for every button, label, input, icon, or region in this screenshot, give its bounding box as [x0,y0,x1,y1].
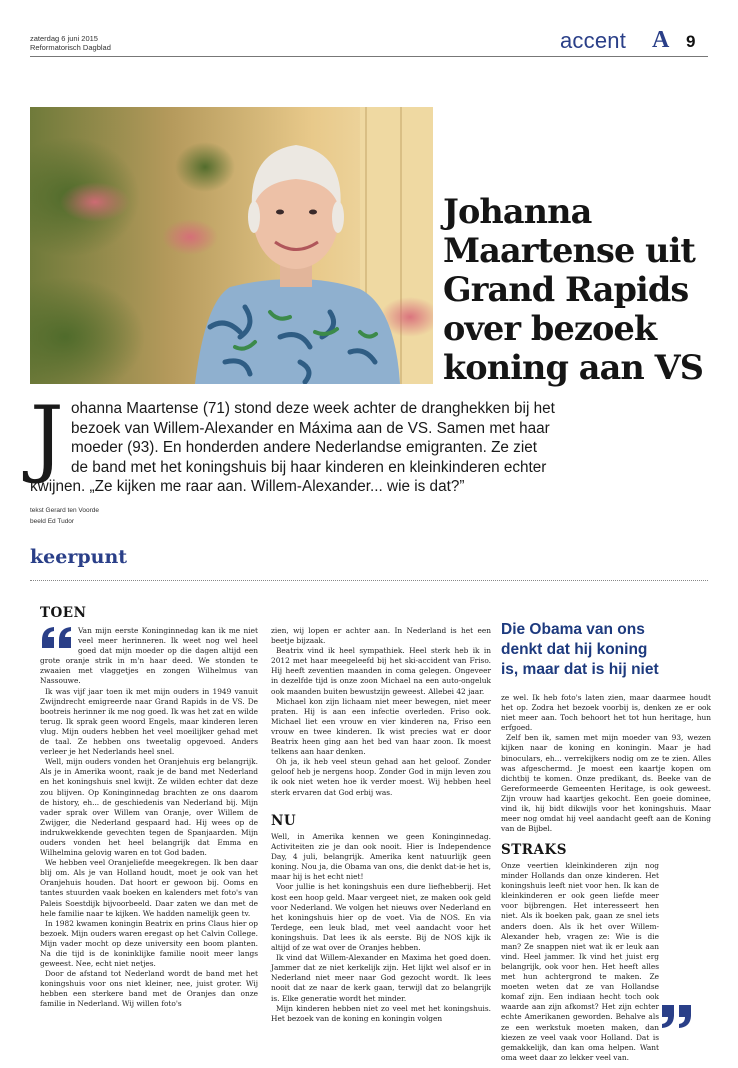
headline-line: Johanna [443,192,592,231]
body-paragraph: Ik was vijf jaar toen ik met mijn ouders in 1949 vanuit Zwijndrecht emigreerde naar Grand Rapids in de VS. De bootreis herinner ik me nog goed. Ik was het zat en wilde terug. Ik sprak geen woord Engels, maar kinderen leren vlug. Mijn ouders hebben het veel moeilijker gehad met de taal. Ze hebben ons tweetalig opgevoed. Anders verleer je het Nederlands heel snel. [40,686,258,757]
subheading-straks: STRAKS [501,842,567,858]
text-credit: tekst Gerard ten Voorde [30,507,100,514]
pull-quote [501,620,711,680]
page-number: 9 [686,32,696,51]
portrait-illustration [30,107,433,384]
section-kicker: keerpunt [30,546,128,568]
body-paragraph: Mijn kinderen hebben niet zo veel met het koningshuis. Het bezoek van de koning en koningin volgen [271,1003,491,1023]
pull-quote-line: is, maar dat is hij niet [501,661,659,678]
masthead-info [30,34,111,52]
pull-quote-line: Die Obama van ons [501,621,645,638]
lead-paragraph [30,399,710,497]
lead-line: ohanna Maartense (71) stond deze week achter de dranghekken bij het [71,400,555,417]
column-right [501,693,711,834]
lead-line: moeder (93). En honderden andere Nederlandse emigranten. Ze ziet [71,439,537,457]
body-paragraph: Voor jullie is het koningshuis een dure liefhebberij. Het kost een hoop geld. Maar vergeet niet, ze maken ook geld voor Nederland. We volgen het nieuws over Nederland en het koningshuis hier op de voet. Via de NOS. En via Terdege, een leuk blad, met veel aandacht voor het koningshuis. Dat lees ik als eerste. Bij de NOS kijk ik altijd of ze wat over de Oranjes hebben. [271,882,491,953]
portrait-photo [30,107,433,384]
body-paragraph: Ik vind dat Willem-Alexander en Maxima het goed doen. Jammer dat ze niet kerkelijk zijn. Het lijkt wel alsof er in Nederland niet meer naar God gezocht wordt. Ik lees nooit dat ze naar de kerk gaan, terwijl dat zo belangrijk is. Elke generatie wordt het minder. [271,953,491,1003]
credits [30,505,99,527]
body-paragraph: Well, in Amerika kennen we geen Koninginnedag. Activiteiten zie je dan ook nooit. Hier is Independence Day, 4 juli, belangrijk. Amerika kent natuurlijk geen koning. Nou ja, die Obama van ons, die denkt dat-ie het is, maar hij is het echt niet! [271,832,491,882]
lead-line: de band met het koningshuis bij haar kinderen en kleinkinderen echter [71,458,547,476]
body-paragraph: Van mijn eerste Koninginnedag kan ik me niet veel meer herinneren. Ik weet nog wel heel goed dat mijn moeder op die dagen altijd een grote oranje strik in m'n haar deed. We stonden te zwaaien met vlaggetjes en zongen Wilhelmus van Nassouwe. [40,626,258,686]
column-middle [271,626,491,798]
lead-line: bezoek van Willem-Alexander en Máxima aan de VS. Samen met haar [71,419,550,437]
lead-line: kwijnen. „Ze kijken me raar aan. Willem-Alexander... wie is dat?” [30,478,465,496]
dotted-divider [30,580,708,581]
pull-quote-line: denkt dat hij koning [501,641,648,658]
column-nu [271,832,491,1024]
column-straks [501,861,659,1063]
body-paragraph: Michael kon zijn lichaam niet meer bewegen, niet meer praten. Hij is aan een infectie overleden. Friso ook. Michael liet een vrouw en vier kinderen na, Friso een vrouw en twee kinderen. Ik wist precies wat er door Beatrix heen ging aan het bed van haar zoon. Ik moest telkens aan haar denken. [271,696,491,757]
body-paragraph: We hebben veel Oranjeliefde meegekregen. Ik ben daar blij om. Als je van Holland houdt, moet je ook van het Oranjehuis houden. Dat hoort er gewoon bij. Ooms en tantes stuurden vaak boeken en kalenders met foto's van Paleis Soestdijk bijvoorbeeld. Daar zaten we dan met de hele familie naar te kijken. We hadden namelijk geen tv. [40,858,258,918]
issue-date: zaterdag 6 juni 2015 [30,34,98,43]
header-rule [30,56,708,57]
section-logo: A [652,27,670,53]
headline-line: Maartense uit [443,231,695,270]
body-paragraph: In 1982 kwamen koningin Beatrix en prins Claus hier op bezoek. Mijn ouders waren eregast op het Calvin College. Mijn vader mocht op deze university een boom planten. Na die tijd is de koninklijke familie nooit meer langs geweest. Nee, echt niet netjes. [40,918,258,969]
quote-icon [40,626,78,648]
headline-line: over bezoek [443,309,657,348]
body-paragraph: ze wel. Ik heb foto's laten zien, maar daarmee houdt het op. Zodra het bezoek voorbij is, denken ze er ook niet meer aan. Toch behoort het tot hun heritage, hun erfgoed. [501,693,711,733]
body-paragraph: Well, mijn ouders vonden het Oranjehuis erg belangrijk. Als je in Amerika woont, raak je de band met Nederland en het koningshuis snel kwijt. Ze wilden echter dat deze zou blijven. Op Koninginnedag brachten ze ons daarom de history, eh... de geschiedenis van Nederland bij. Mijn vader sprak over Willem van Oranje, over Willem de Zwijger, die Nederland gespaard had. Hij wees op de indrukwekkende gevechten tegen de Spanjaarden. Mijn ouders vonden het heel belangrijk dat Emma en Wilhelmina gelovig waren en tot God baden. [40,757,258,858]
body-paragraph: Oh ja, ik heb veel steun gehad aan het geloof. Zonder geloof heb je nergens hoop. Zonder God in mijn leven zou ik ook niet weten hoe ik verder moest. Wij hebben heel sterk ervaren dat God erbij was. [271,757,491,797]
headline-line: Grand Rapids [443,270,689,309]
lead-dropcap: J [30,388,64,486]
body-paragraph: Zelf ben ik, samen met mijn moeder van 93, wezen kijken naar de koning en koningin. Maar je had binoculars, eh... verrekijkers nodig om ze te zien. Alles was afgeschermd. Je moest een kaartje kopen om dichtbij te komen. Onze predikant, ds. Beeke van de Gereformeerde Gemeenten Heritage, is ook geweest. Zijn vrouw had kaartjes gekocht. Een goeie dominee, vind ik, hij bidt dikwijls voor het koningshuis. Maar meer nog omdat hij veel aandacht geeft aan de Koning van de Bijbel. [501,733,711,834]
column-toen [40,626,258,1010]
headline [443,192,723,387]
body-paragraph: Door de afstand tot Nederland wordt de band met het koningshuis voor ons niet kleiner, nee, juist groter. Wij hebben een sterkere band met de Oranjes dan onze familie in Nederland. Wij willen foto's [40,969,258,1009]
close-quote-icon [660,1003,698,1029]
headline-line: koning aan VS [443,348,703,387]
subheading-nu: NU [271,813,297,829]
section-name: accent [560,28,627,53]
subheading-toen: TOEN [40,605,87,621]
photo-credit: beeld Ed Tudor [30,518,75,525]
body-paragraph: Beatrix vind ik heel sympathiek. Heel sterk heb ik in 2012 met haar meegeleefd bij het ski-accident van Friso. Hij heeft zeventien maanden in coma gelegen. Ongeveer in dezelfde tijd is onze zoon Michael na een auto-ongeluk ook maanden buiten bewustzijn geweest. Allebei 42 jaar. [271,646,491,696]
body-paragraph: Onze veertien kleinkinderen zijn nog minder Hollands dan onze kinderen. Het koningshuis leeft niet voor hen. Ik kan de kleinkinderen er ook geen liefde meer voor bijbrengen. Het interesseert hen niet. Als ik boeken pak, gaan ze snel iets anders doen. Als ik het over Willem-Alexander heb, vragen ze: Wie is die man? Ze snappen niet wat ik er leuk aan vind. Heel jammer. Ik vind het juist erg belangrijk, ook voor hen. Het heeft alles met hun achtergrond te maken. Ze moeten weten dat ze van Hollandse komaf zijn. Een indiaan hecht toch ook waarde aan zijn afkomst? Het zijn echter echte Amerikanen geworden. Behalve als ze een werkstuk moeten maken, dan kiezen ze veel vaak voor Holland. Dat is gemakkelijk, dan kan oma helpen. Want oma weet daar zo lekker veel van. [501,861,659,1062]
newspaper-name: Reformatorisch Dagblad [30,43,111,52]
body-paragraph: zien, wij lopen er achter aan. In Nederland is het een beetje bijzaak. [271,626,491,646]
